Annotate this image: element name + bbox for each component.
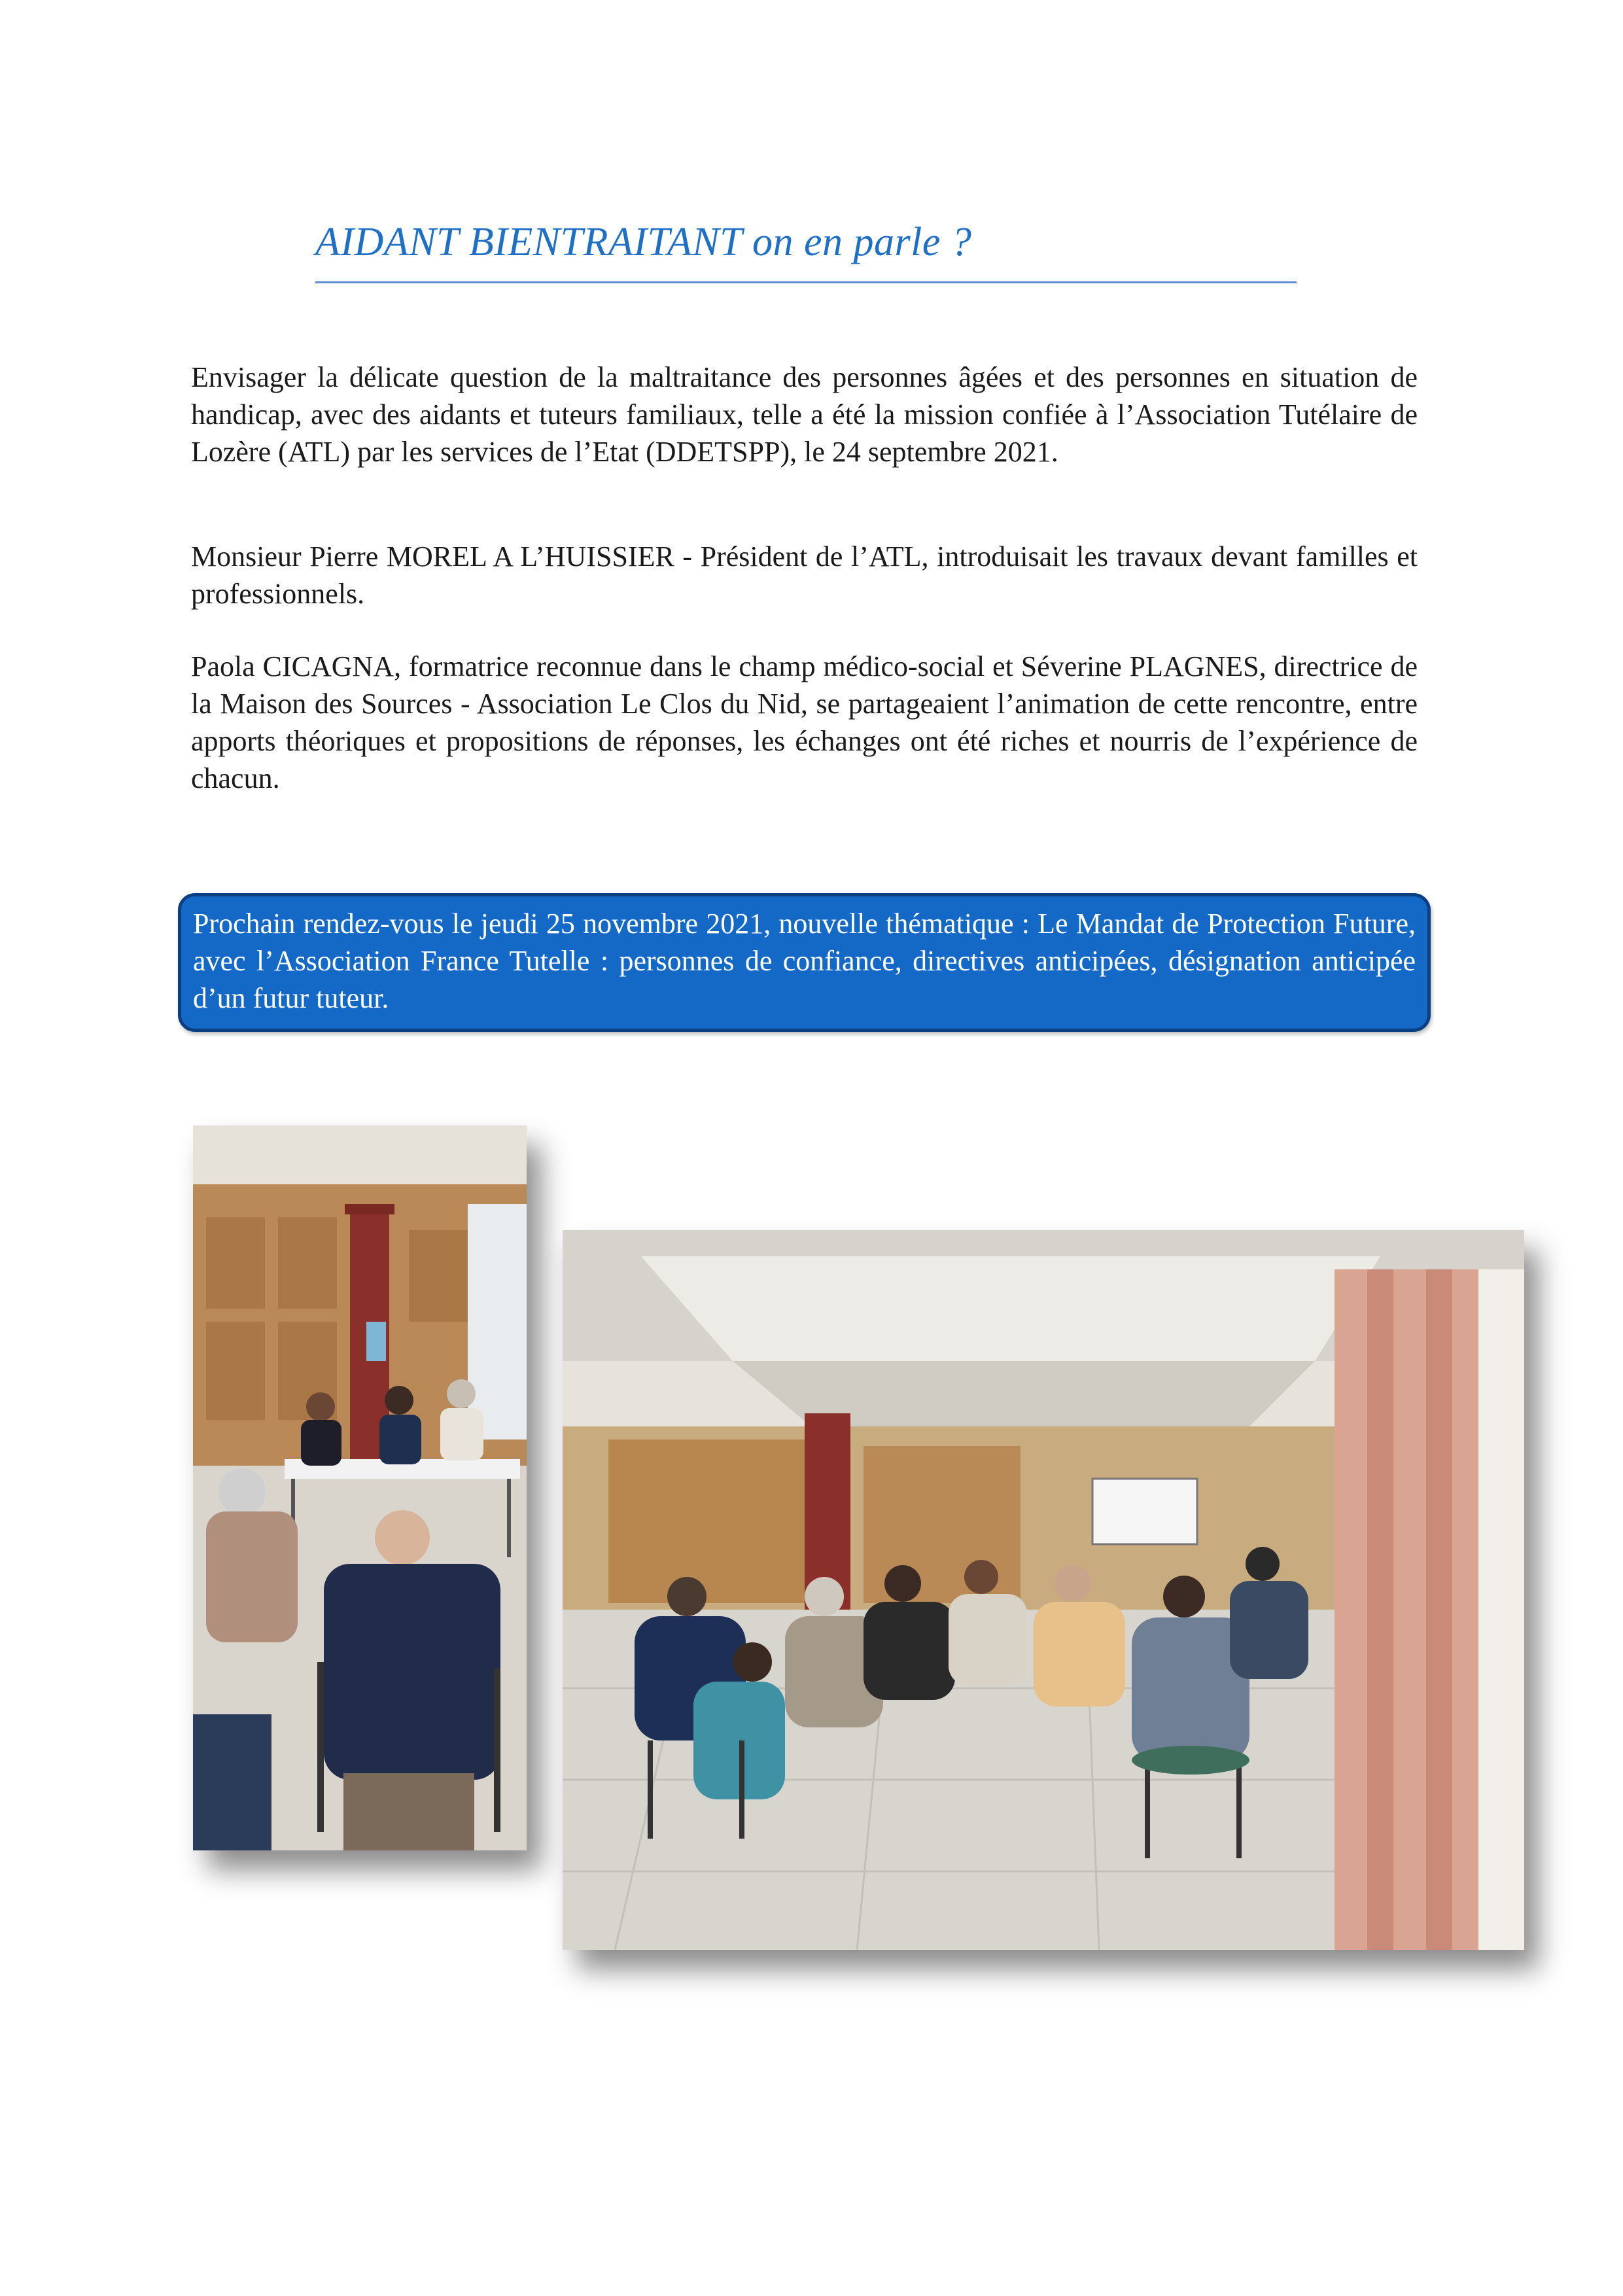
next-meeting-callout: Prochain rendez-vous le jeudi 25 novembre 2021, nouvelle thématique : Le Mandat de Protection Future, avec l’Association France Tutelle : personnes de confiance, directives anticipées, désignation anticipée d’un futur tuteur. [178, 893, 1431, 1032]
title-underline [315, 281, 1297, 283]
audience-photo [563, 1230, 1524, 1950]
speakers-photo [193, 1125, 527, 1850]
page-title: AIDANT BIENTRAITANT on en parle ? [315, 220, 972, 264]
intro-paragraph: Envisager la délicate question de la maltraitance des personnes âgées et des personnes en situation de handicap, avec des aidants et tuteurs familiaux, telle a été la mission confiée à l’Association Tutélaire de Lozère (ATL) par les services de l’Etat (DDETSPP), le 24 septembre 2021. [191, 361, 1418, 468]
president-paragraph: Monsieur Pierre MOREL A L’HUISSIER - Président de l’ATL, introduisait les travaux devant familles et professionnels. [191, 540, 1418, 610]
speakers-paragraph: Paola CICAGNA, formatrice reconnue dans le champ médico-social et Séverine PLAGNES, directrice de la Maison des Sources - Association Le Clos du Nid, se partageaient l’animation de cette rencontre, entre apports théoriques et propositions de réponses, les échanges ont été riches et nourris de l’expérience de chacun. [191, 650, 1418, 794]
